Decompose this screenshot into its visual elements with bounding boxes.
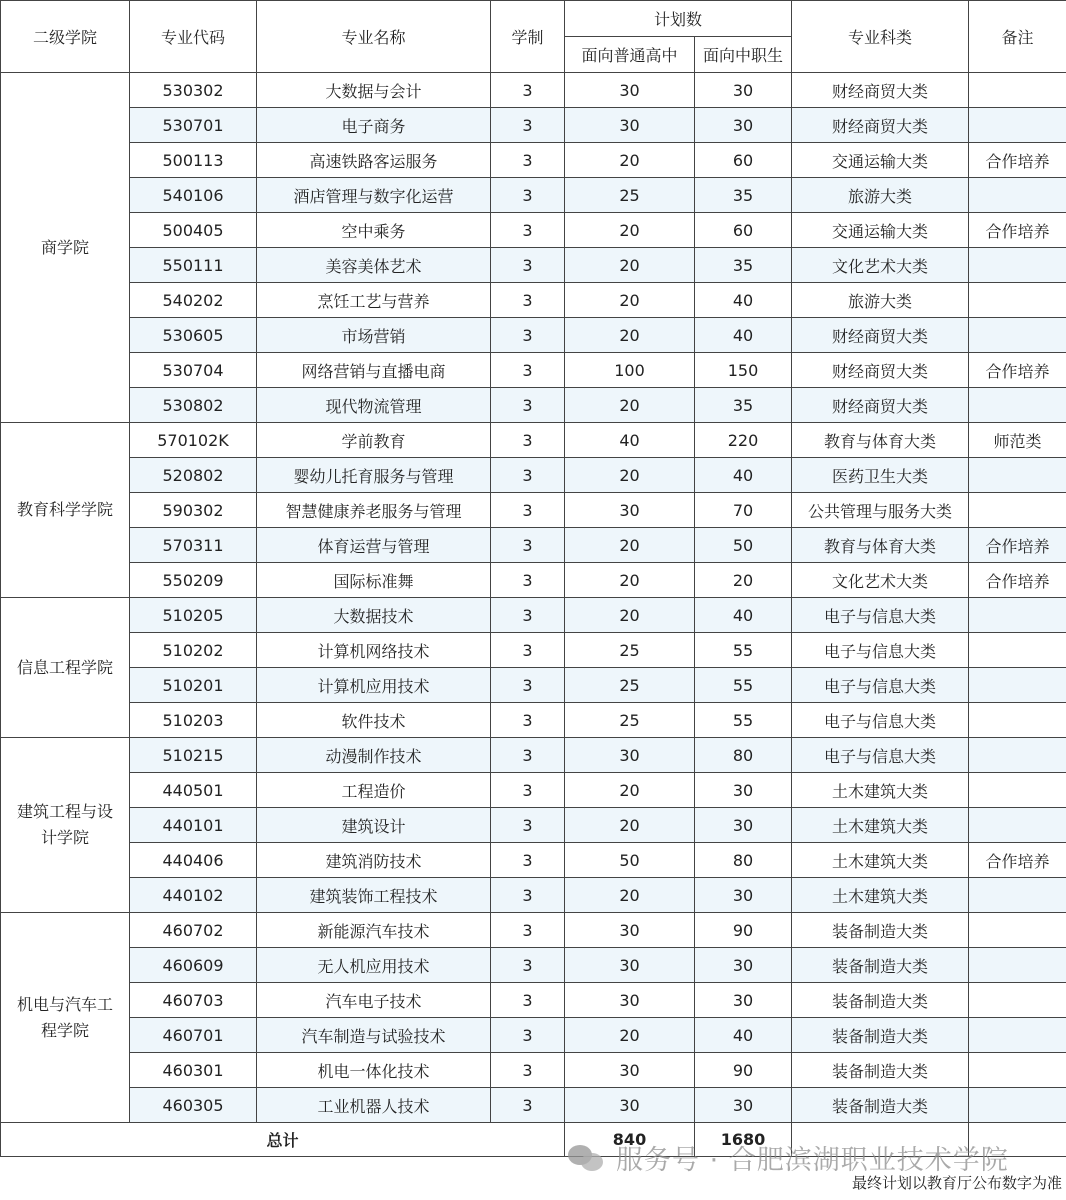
remark-cell [969, 458, 1066, 493]
duration-cell: 3 [491, 353, 565, 388]
major-code-cell: 500113 [130, 143, 257, 178]
category-cell: 土木建筑大类 [792, 773, 969, 808]
category-cell: 电子与信息大类 [792, 738, 969, 773]
plan-high-cell: 30 [565, 73, 695, 108]
major-code-cell: 460609 [130, 948, 257, 983]
duration-cell: 3 [491, 598, 565, 633]
duration-cell: 3 [491, 528, 565, 563]
major-code-cell: 540106 [130, 178, 257, 213]
major-name-cell: 计算机网络技术 [257, 633, 491, 668]
watermark-text: 服务号 · 合肥滨湖职业技术学院 [616, 1145, 1009, 1176]
plan-vocational-cell: 35 [695, 248, 792, 283]
remark-cell [969, 948, 1066, 983]
remark-cell [969, 808, 1066, 843]
remark-cell [969, 598, 1066, 633]
table-row [1, 388, 1066, 423]
remark-cell [969, 633, 1066, 668]
major-code-cell: 510205 [130, 598, 257, 633]
table-row [1, 1018, 1066, 1053]
duration-cell: 3 [491, 248, 565, 283]
remark-cell [969, 878, 1066, 913]
duration-cell: 3 [491, 703, 565, 738]
plan-high-cell: 30 [565, 1053, 695, 1088]
table-row [1, 248, 1066, 283]
table-row [1, 843, 1066, 878]
remark-cell [969, 1053, 1066, 1088]
category-cell: 土木建筑大类 [792, 808, 969, 843]
major-code-cell: 440501 [130, 773, 257, 808]
remark-cell [969, 773, 1066, 808]
table-row [1, 598, 1066, 633]
major-name-cell: 无人机应用技术 [257, 948, 491, 983]
plan-high-cell: 20 [565, 283, 695, 318]
wechat-icon [568, 1143, 606, 1173]
plan-high-cell: 30 [565, 108, 695, 143]
major-code-cell: 550209 [130, 563, 257, 598]
duration-cell: 3 [491, 1018, 565, 1053]
header-college: 二级学院 [1, 1, 130, 73]
plan-high-cell: 20 [565, 318, 695, 353]
major-name-cell: 新能源汽车技术 [257, 913, 491, 948]
plan-high-cell: 20 [565, 388, 695, 423]
table-body [1, 73, 1066, 1123]
table-row [1, 773, 1066, 808]
plan-high-cell: 40 [565, 423, 695, 458]
major-code-cell: 530704 [130, 353, 257, 388]
category-cell: 公共管理与服务大类 [792, 493, 969, 528]
duration-cell: 3 [491, 843, 565, 878]
plan-vocational-cell: 55 [695, 703, 792, 738]
remark-cell [969, 1018, 1066, 1053]
major-name-cell: 汽车电子技术 [257, 983, 491, 1018]
college-cell: 信息工程学院 [1, 598, 130, 738]
plan-high-cell: 30 [565, 738, 695, 773]
table-row [1, 283, 1066, 318]
table-row [1, 703, 1066, 738]
plan-vocational-cell: 55 [695, 668, 792, 703]
duration-cell: 3 [491, 773, 565, 808]
table-row [1, 633, 1066, 668]
table-row [1, 948, 1066, 983]
header-plan-vocational: 面向中职生 [695, 37, 792, 73]
table-row [1, 563, 1066, 598]
plan-high-cell: 20 [565, 563, 695, 598]
plan-vocational-cell: 80 [695, 738, 792, 773]
plan-high-cell: 100 [565, 353, 695, 388]
category-cell: 装备制造大类 [792, 913, 969, 948]
plan-high-cell: 20 [565, 248, 695, 283]
plan-vocational-cell: 90 [695, 1053, 792, 1088]
category-cell: 交通运输大类 [792, 143, 969, 178]
plan-vocational-cell: 40 [695, 318, 792, 353]
major-name-cell: 大数据与会计 [257, 73, 491, 108]
college-cell: 商学院 [1, 73, 130, 423]
plan-vocational-cell: 220 [695, 423, 792, 458]
duration-cell: 3 [491, 563, 565, 598]
plan-vocational-cell: 40 [695, 598, 792, 633]
plan-high-cell: 20 [565, 528, 695, 563]
header-code: 专业代码 [130, 1, 257, 73]
plan-vocational-cell: 30 [695, 983, 792, 1018]
plan-vocational-cell: 30 [695, 773, 792, 808]
duration-cell: 3 [491, 423, 565, 458]
major-code-cell: 520802 [130, 458, 257, 493]
category-cell: 电子与信息大类 [792, 668, 969, 703]
duration-cell: 3 [491, 493, 565, 528]
category-cell: 旅游大类 [792, 283, 969, 318]
duration-cell: 3 [491, 73, 565, 108]
category-cell: 土木建筑大类 [792, 843, 969, 878]
table-row [1, 353, 1066, 388]
plan-vocational-cell: 50 [695, 528, 792, 563]
remark-cell: 合作培养 [969, 528, 1066, 563]
remark-cell: 合作培养 [969, 843, 1066, 878]
remark-cell [969, 73, 1066, 108]
table-row [1, 528, 1066, 563]
plan-vocational-cell: 90 [695, 913, 792, 948]
plan-vocational-cell: 35 [695, 388, 792, 423]
table-row [1, 808, 1066, 843]
plan-vocational-cell: 20 [695, 563, 792, 598]
duration-cell: 3 [491, 318, 565, 353]
major-name-cell: 空中乘务 [257, 213, 491, 248]
table-row [1, 1088, 1066, 1123]
plan-vocational-cell: 40 [695, 283, 792, 318]
major-code-cell: 440102 [130, 878, 257, 913]
category-cell: 财经商贸大类 [792, 73, 969, 108]
duration-cell: 3 [491, 213, 565, 248]
header-remark: 备注 [969, 1, 1066, 73]
plan-high-cell: 20 [565, 213, 695, 248]
table-row [1, 738, 1066, 773]
duration-cell: 3 [491, 948, 565, 983]
category-cell: 土木建筑大类 [792, 878, 969, 913]
plan-vocational-cell: 60 [695, 213, 792, 248]
plan-high-cell: 20 [565, 773, 695, 808]
major-code-cell: 530701 [130, 108, 257, 143]
major-code-cell: 440101 [130, 808, 257, 843]
plan-high-cell: 25 [565, 633, 695, 668]
major-name-cell: 电子商务 [257, 108, 491, 143]
duration-cell: 3 [491, 633, 565, 668]
plan-vocational-cell: 30 [695, 878, 792, 913]
plan-vocational-cell: 70 [695, 493, 792, 528]
remark-cell: 合作培养 [969, 353, 1066, 388]
plan-vocational-cell: 150 [695, 353, 792, 388]
duration-cell: 3 [491, 808, 565, 843]
remark-cell [969, 318, 1066, 353]
plan-vocational-cell: 40 [695, 458, 792, 493]
category-cell: 装备制造大类 [792, 1088, 969, 1123]
remark-cell [969, 283, 1066, 318]
plan-high-cell: 20 [565, 598, 695, 633]
total-vocational: 1680 [695, 1123, 792, 1157]
table-row [1, 1053, 1066, 1088]
plan-high-cell: 30 [565, 913, 695, 948]
major-code-cell: 530302 [130, 73, 257, 108]
major-name-cell: 学前教育 [257, 423, 491, 458]
total-label: 总计 [1, 1123, 565, 1157]
remark-cell [969, 703, 1066, 738]
plan-high-cell: 25 [565, 668, 695, 703]
plan-vocational-cell: 30 [695, 808, 792, 843]
major-name-cell: 酒店管理与数字化运营 [257, 178, 491, 213]
table-row [1, 878, 1066, 913]
major-code-cell: 540202 [130, 283, 257, 318]
major-name-cell: 智慧健康养老服务与管理 [257, 493, 491, 528]
plan-vocational-cell: 35 [695, 178, 792, 213]
duration-cell: 3 [491, 108, 565, 143]
table-row [1, 73, 1066, 108]
plan-high-cell: 30 [565, 1088, 695, 1123]
remark-cell: 合作培养 [969, 213, 1066, 248]
header-duration: 学制 [491, 1, 565, 73]
major-code-cell: 530605 [130, 318, 257, 353]
major-code-cell: 440406 [130, 843, 257, 878]
plan-vocational-cell: 30 [695, 108, 792, 143]
category-cell: 装备制造大类 [792, 1053, 969, 1088]
category-cell: 财经商贸大类 [792, 388, 969, 423]
remark-cell [969, 738, 1066, 773]
plan-high-cell: 20 [565, 1018, 695, 1053]
major-name-cell: 美容美体艺术 [257, 248, 491, 283]
plan-vocational-cell: 30 [695, 948, 792, 983]
major-name-cell: 建筑设计 [257, 808, 491, 843]
duration-cell: 3 [491, 668, 565, 703]
header-plan: 计划数 [565, 1, 792, 37]
table-row [1, 108, 1066, 143]
remark-cell [969, 913, 1066, 948]
major-name-cell: 动漫制作技术 [257, 738, 491, 773]
remark-cell [969, 493, 1066, 528]
table-row [1, 213, 1066, 248]
category-cell: 电子与信息大类 [792, 598, 969, 633]
plan-high-cell: 20 [565, 808, 695, 843]
remark-cell [969, 668, 1066, 703]
major-name-cell: 国际标准舞 [257, 563, 491, 598]
remark-cell [969, 1088, 1066, 1123]
major-code-cell: 460703 [130, 983, 257, 1018]
category-cell: 财经商贸大类 [792, 108, 969, 143]
major-code-cell: 590302 [130, 493, 257, 528]
footnote: 最终计划以教育厅公布数字为准 [851, 1174, 1062, 1192]
table-row [1, 178, 1066, 213]
major-name-cell: 市场营销 [257, 318, 491, 353]
category-cell: 电子与信息大类 [792, 633, 969, 668]
major-name-cell: 网络营销与直播电商 [257, 353, 491, 388]
duration-cell: 3 [491, 1088, 565, 1123]
major-code-cell: 570102K [130, 423, 257, 458]
duration-cell: 3 [491, 983, 565, 1018]
major-code-cell: 510215 [130, 738, 257, 773]
category-cell: 教育与体育大类 [792, 423, 969, 458]
major-code-cell: 460301 [130, 1053, 257, 1088]
duration-cell: 3 [491, 178, 565, 213]
category-cell: 交通运输大类 [792, 213, 969, 248]
major-name-cell: 大数据技术 [257, 598, 491, 633]
college-cell: 机电与汽车工程学院 [1, 913, 130, 1123]
major-name-cell: 建筑装饰工程技术 [257, 878, 491, 913]
plan-vocational-cell: 60 [695, 143, 792, 178]
major-name-cell: 工业机器人技术 [257, 1088, 491, 1123]
category-cell: 旅游大类 [792, 178, 969, 213]
category-cell: 装备制造大类 [792, 948, 969, 983]
college-cell: 建筑工程与设计学院 [1, 738, 130, 913]
major-name-cell: 体育运营与管理 [257, 528, 491, 563]
plan-high-cell: 25 [565, 178, 695, 213]
category-cell: 装备制造大类 [792, 983, 969, 1018]
category-cell: 财经商贸大类 [792, 318, 969, 353]
major-name-cell: 婴幼儿托育服务与管理 [257, 458, 491, 493]
table-row [1, 423, 1066, 458]
remark-cell [969, 108, 1066, 143]
duration-cell: 3 [491, 458, 565, 493]
major-name-cell: 软件技术 [257, 703, 491, 738]
plan-high-cell: 30 [565, 983, 695, 1018]
remark-cell [969, 248, 1066, 283]
major-code-cell: 500405 [130, 213, 257, 248]
plan-high-cell: 30 [565, 493, 695, 528]
major-name-cell: 机电一体化技术 [257, 1053, 491, 1088]
plan-high-cell: 25 [565, 703, 695, 738]
major-name-cell: 现代物流管理 [257, 388, 491, 423]
duration-cell: 3 [491, 388, 565, 423]
category-cell: 电子与信息大类 [792, 703, 969, 738]
major-code-cell: 570311 [130, 528, 257, 563]
category-cell: 文化艺术大类 [792, 563, 969, 598]
table-row [1, 318, 1066, 353]
total-high: 840 [565, 1123, 695, 1157]
remark-cell: 合作培养 [969, 563, 1066, 598]
category-cell: 文化艺术大类 [792, 248, 969, 283]
plan-high-cell: 20 [565, 458, 695, 493]
category-cell: 教育与体育大类 [792, 528, 969, 563]
major-name-cell: 汽车制造与试验技术 [257, 1018, 491, 1053]
major-name-cell: 高速铁路客运服务 [257, 143, 491, 178]
plan-vocational-cell: 30 [695, 73, 792, 108]
plan-vocational-cell: 30 [695, 1088, 792, 1123]
duration-cell: 3 [491, 878, 565, 913]
duration-cell: 3 [491, 143, 565, 178]
remark-cell: 师范类 [969, 423, 1066, 458]
header-category: 专业科类 [792, 1, 969, 73]
duration-cell: 3 [491, 1053, 565, 1088]
header-plan-high: 面向普通高中 [565, 37, 695, 73]
major-name-cell: 工程造价 [257, 773, 491, 808]
category-cell: 装备制造大类 [792, 1018, 969, 1053]
major-name-cell: 烹饪工艺与营养 [257, 283, 491, 318]
duration-cell: 3 [491, 738, 565, 773]
major-code-cell: 460701 [130, 1018, 257, 1053]
plan-high-cell: 20 [565, 878, 695, 913]
major-name-cell: 计算机应用技术 [257, 668, 491, 703]
category-cell: 医药卫生大类 [792, 458, 969, 493]
plan-high-cell: 50 [565, 843, 695, 878]
table-row [1, 143, 1066, 178]
plan-vocational-cell: 55 [695, 633, 792, 668]
major-name-cell: 建筑消防技术 [257, 843, 491, 878]
major-code-cell: 510203 [130, 703, 257, 738]
table-row [1, 458, 1066, 493]
major-code-cell: 510202 [130, 633, 257, 668]
college-cell: 教育科学学院 [1, 423, 130, 598]
table-row [1, 668, 1066, 703]
duration-cell: 3 [491, 913, 565, 948]
plan-high-cell: 30 [565, 948, 695, 983]
remark-cell [969, 983, 1066, 1018]
major-code-cell: 530802 [130, 388, 257, 423]
major-code-cell: 550111 [130, 248, 257, 283]
table-row [1, 493, 1066, 528]
table-row [1, 983, 1066, 1018]
plan-vocational-cell: 40 [695, 1018, 792, 1053]
header-name: 专业名称 [257, 1, 491, 73]
remark-cell [969, 388, 1066, 423]
major-code-cell: 510201 [130, 668, 257, 703]
remark-cell: 合作培养 [969, 143, 1066, 178]
table-row [1, 913, 1066, 948]
plan-high-cell: 20 [565, 143, 695, 178]
major-code-cell: 460305 [130, 1088, 257, 1123]
major-code-cell: 460702 [130, 913, 257, 948]
duration-cell: 3 [491, 283, 565, 318]
category-cell: 财经商贸大类 [792, 353, 969, 388]
plan-vocational-cell: 80 [695, 843, 792, 878]
remark-cell [969, 178, 1066, 213]
